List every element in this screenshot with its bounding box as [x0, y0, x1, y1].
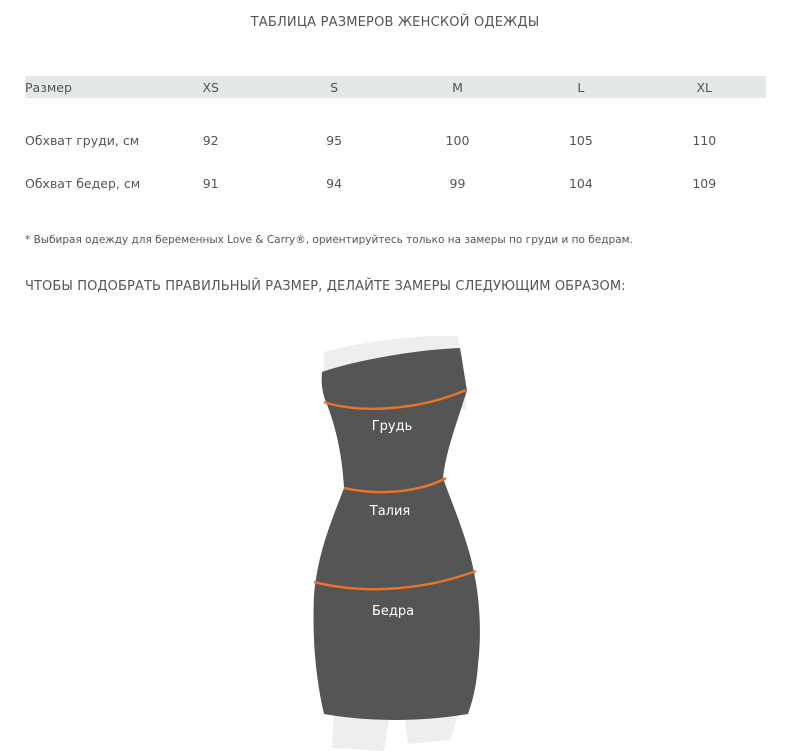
page-title: ТАБЛИЦА РАЗМЕРОВ ЖЕНСКОЙ ОДЕЖДЫ — [250, 15, 540, 30]
table-row-chest — [25, 119, 766, 162]
header-size-xl: XL — [696, 79, 713, 95]
header-size-l: L — [577, 79, 585, 95]
table-cell: 92 — [202, 133, 219, 148]
table-cell: 100 — [445, 133, 470, 148]
table-cell: 95 — [326, 133, 343, 148]
table-row-hips — [25, 162, 766, 205]
waist-label: Талия — [369, 504, 411, 519]
row-label: Обхват бедер, см — [25, 176, 141, 191]
row-label: Обхват груди, см — [25, 133, 140, 148]
table-cell: 94 — [326, 176, 343, 191]
hips-label: Бедра — [371, 604, 415, 619]
header-size-xs: XS — [202, 79, 219, 95]
dress-figure-illustration — [300, 330, 500, 751]
chest-label: Грудь — [371, 419, 413, 434]
table-cell: 110 — [692, 133, 717, 148]
table-cell: 109 — [692, 176, 717, 191]
header-size-m: M — [452, 79, 463, 95]
table-cell: 104 — [568, 176, 593, 191]
table-cell: 99 — [449, 176, 466, 191]
instructions-heading: ЧТОБЫ ПОДОБРАТЬ ПРАВИЛЬНЫЙ РАЗМЕР, ДЕЛАЙТЕ ЗАМЕРЫ СЛЕДУЮЩИМ ОБРАЗОМ: — [25, 279, 626, 294]
measurement-figure — [300, 330, 500, 751]
table-cell: 105 — [568, 133, 593, 148]
maternity-note: * Выбирая одежду для беременных Love & Carry®, ориентируйтесь только на замеры по груди и по бедрам. — [25, 234, 633, 246]
table-header-row — [25, 76, 766, 98]
header-size-label: Размер — [25, 79, 72, 95]
header-size-s: S — [330, 79, 339, 95]
dress-shape — [313, 348, 479, 720]
size-table — [25, 76, 766, 205]
table-cell: 91 — [202, 176, 219, 191]
